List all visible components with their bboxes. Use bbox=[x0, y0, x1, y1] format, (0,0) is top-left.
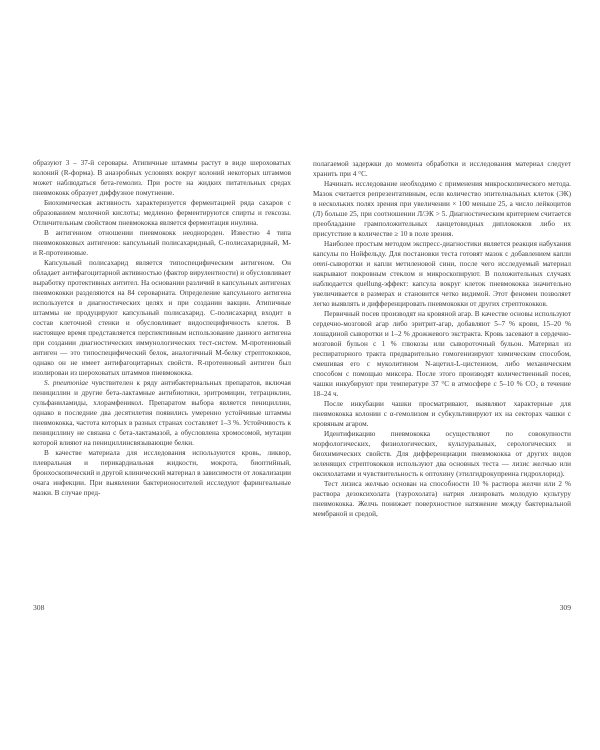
left-page bbox=[33, 150, 291, 740]
paragraph: образуют 3 – 37-й серовары. Атипичные штаммы растут в виде шероховатых колоний (R-форма). В анаэробных условиях вокруг колоний некоторых штаммов может наблюдаться бета-гемолиз. При росте на жидких питательных средах пневмококк образует диффузное помутнение. bbox=[33, 159, 291, 197]
paragraph: Начинать исследование необходимо с применения микроскопического метода. Мазок считается репрезентативным, если количество эпителиальных клеток (ЭК) в нескольких полях зрения при увеличении × 100 меньше 25, а число лейкоцитов (Л) больше 25, при соотношении Л/ЭК > 5. Диагностическим критерием считается преобладание грамположительных ланцетовидных диплококков либо их присутствие в количестве ≥ 10 в поле зрения. bbox=[313, 180, 571, 238]
right-page-text bbox=[313, 159, 571, 519]
page-number: 309 bbox=[559, 603, 571, 612]
paragraph: Первичный посев производят на кровяной агар. В качестве основы используют сердечно-мозговой агар либо эритрит-агар, добавляют 5–7 % крови, 15–20 % лошадиной сыворотки и 1–2 % дрожжевого экстракта. Кровь засевают в сердечно-мозговой бульон с 1 % глюкозы или сывороточный бульон. Материал из респираторного тракта предварительно гомогенизируют химическим способом, смешивая его с муколитином N-ацетил-L-цистеином, либо механическим способом с помощью миксера. После этого производят количественный посев, чашки инкубируют при температуре 37 °С в атмосфере с 5–10 % CO₂ в течение 18–24 ч. bbox=[313, 310, 571, 398]
paragraph: Капсульный полисахарид является типоспецифическим антигеном. Он обладает антифагоцитарной активностью (фактор вирулентности) и обусловливает выработку протективных антител. На основании различий в капсульных антигенах пневмококки разделяются на 84 серовариата. Определение капсульного антигена используется в диагностических целях и при создании вакцин. Атипичные штаммы не продуцируют капсульный полисахарид. C-полисахарид входит в состав клеточной стенки и обусловливает видоспецифичность клеток. В настоящее время представляется перспективным использование данного антигена при создании диагностических иммунологических тест-систем. M-протеиновый антиген — это типоспецифический белок, аналогичный M-белку стрептококков, однако он не имеет антифагоцитарных свойств. R-протеиновый антиген был изолирован из шероховатых штаммов пневмококка. bbox=[33, 259, 291, 377]
paragraph: Биохимическая активность характеризуется ферментацией ряда сахаров с образованием молочной кислоты; медленно ферментируются спирты и гексозы. Отличительным свойством пневмококка является ферментация инулина. bbox=[33, 199, 291, 227]
paragraph: После инкубации чашки просматривают, выявляют характерные для пневмококка колонии с α-гемолизом и субкультивируют их на секторах чашки с кровяным агаром. bbox=[313, 400, 571, 428]
paragraph: В антигенном отношении пневмококк неоднороден. Известно 4 типа пневмококковых антигенов: капсульный полисахаридный, C-полисахаридный, M- и R-протеиновые. bbox=[33, 229, 291, 257]
paragraph: Наиболее простым методом экспресс-диагностики является реакция набухания капсулы по Нойфельду. Для постановки теста готовят мазок с добавлением капли omni-сыворотки и капли метиленовой сини, после чего исследуемый материал накрывают покровным стеклом и микроскопируют. В положительных случаях наблюдается quellung-эффект: капсула вокруг клеток пневмококка значительно увеличивается в размерах и становится четко видимой. Этот феномен позволяет легко выявлять и дифференцировать пневмококки от других стрептококков. bbox=[313, 240, 571, 308]
paragraph: Тест лизиса желчью основан на способности 10 % раствора желчи или 2 % раствора дезоксихолата (таурохолата) натрия лизировать молодую культуру пневмококка. Желчь понижает поверхностное натяжение между бактериальной мембраной и средой, bbox=[313, 480, 571, 518]
paragraph: В качестве материала для исследования используются кровь, ликвор, плевральная и перикардиальная жидкости, мокрота, биоптийный, бронхоскопический и другой клинический материал в зависимости от локализации очага инфекции. При выявлении бактерионосителей исследуют фарингеальные мазки. В случае пред- bbox=[33, 449, 291, 497]
right-page bbox=[313, 150, 571, 740]
left-page-text bbox=[33, 158, 291, 498]
paragraph: полагаемой задержки до момента обработки и исследования материал следует хранить при 4 °С. bbox=[313, 160, 571, 178]
paragraph: Идентификацию пневмококка осуществляют по совокупности морфологических, физиологических, культуральных, серологических и биохимических свойств. Для дифференциации пневмококка от других видов зеленящих стрептококков используют два основных теста — лизис желчью или оксихолатами и чувствительность к оптохину (этилгидрокупреина гидрохлорид). bbox=[313, 430, 571, 478]
paragraph: S. pneumoniae чувствителен к ряду антибактериальных препаратов, включая пенициллин и другие бета-лактамные антибиотики, эритромицин, тетрациклин, сульфаниламиды, хлорамфеникол. Препаратом выбора является пенициллин, однако в последние два десятилетия появились умеренно устойчивые штаммы пневмококка, частота которых в разных странах составляет 1–3 %. Устойчивость к пенициллину не связана с бета-лактамазой, а обусловлена хромосомой, мутации которой влияют на пенициллинсвязывающие белки. bbox=[33, 379, 291, 447]
page-number: 308 bbox=[33, 603, 45, 612]
species-name: S. pneumoniae bbox=[44, 379, 89, 387]
